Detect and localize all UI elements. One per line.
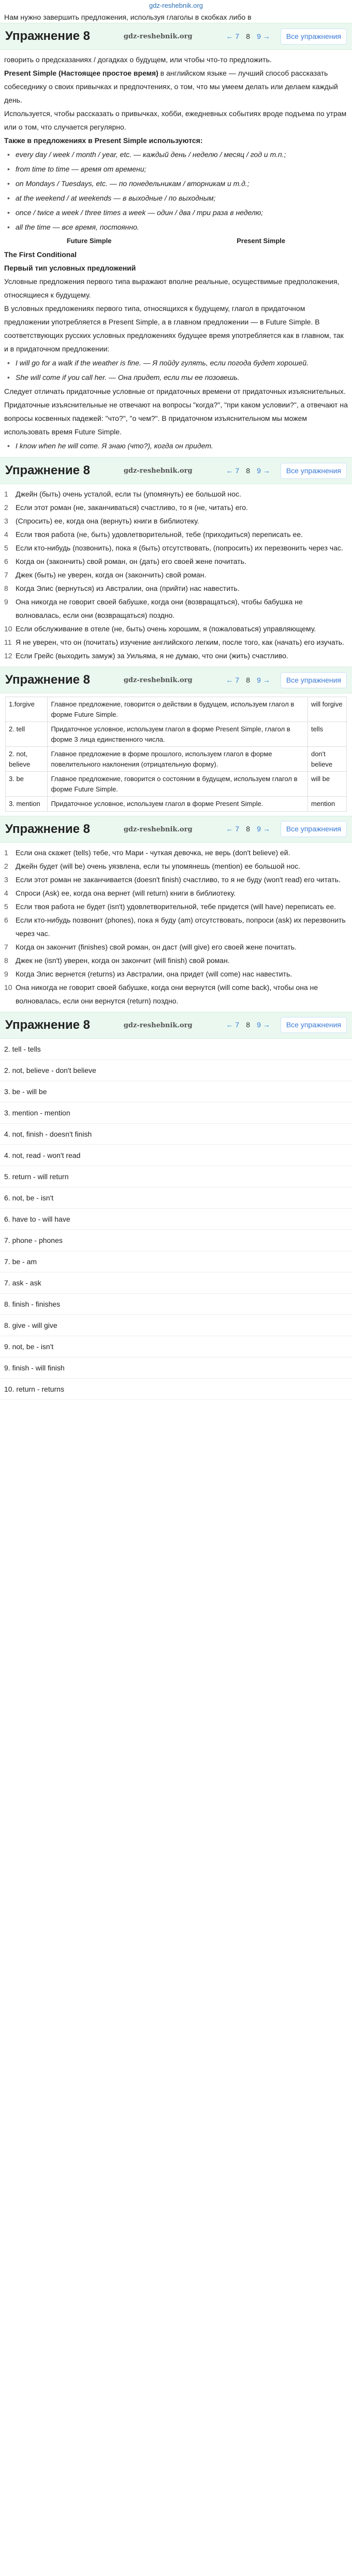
- next-button[interactable]: 9 →: [257, 1021, 270, 1029]
- list-item: • every day / week / month / year, etc. — каждый день / неделю / месяц / год и т.п.;: [4, 147, 348, 162]
- watermark: gdz-reshebnik.org: [123, 1021, 193, 1029]
- current-page: 8: [246, 825, 251, 833]
- theory-p3: Используется, чтобы рассказать о привычках, хобби, ежедневных событиях вроде подъема по утрам или о том, что случается регулярно.: [4, 109, 347, 131]
- watermark: gdz-reshebnik.org: [123, 467, 193, 475]
- exercise-title: Упражнение 8: [5, 463, 90, 477]
- exercise-nav-bar-3: [0, 667, 352, 693]
- table-row: 1.forgive Главное предложение, говорится о действии в будущем, используем глагол в форме Future Simple. will forgive: [6, 697, 347, 722]
- theory-p7: Следует отличать придаточные условные от придаточных времени от придаточных изъяснительных. Придаточные изъяснительные не отвечают на вопросы "когда?", "при каком условии?", а отвечают на вопросы косвенных падежей: "что?", "о чем?". В придаточном изъяснительном мы можем использовать время Future Simple.: [4, 387, 348, 436]
- theory-p6: В условных предложениях первого типа, относящихся к будущему, глагол в придаточном предложении употребляется в Present Simple, а в главном предложении — в Future Simple. В соответствующих русских условных предложениях будущее время употребляется как в главном, так и в придаточном предложении:: [4, 304, 344, 353]
- list-item: 1 Джейн (быть) очень усталой, если ты (упомянуть) ее большой нос.: [4, 490, 241, 498]
- list-item: 6. have to - will have: [0, 1209, 352, 1230]
- theory-p1: говорить о предсказаниях / догадках о будущем, или чтобы что-то предложить.: [4, 55, 272, 64]
- watermark: gdz-reshebnik.org: [123, 33, 193, 41]
- pager: [226, 29, 347, 45]
- analysis-table: [5, 697, 347, 812]
- list-item: 4. not, finish - doesn't finish: [0, 1124, 352, 1145]
- cond-title: The First Conditional: [4, 250, 77, 259]
- list-item: 7. be - am: [0, 1251, 352, 1272]
- list-item: • once / twice a week / three times a week — один / два / три раза в неделю;: [4, 205, 348, 220]
- watermark: gdz-reshebnik.org: [123, 676, 193, 685]
- list-item: 8 Джек не (isn't) уверен, когда он закончит (will finish) свой роман.: [4, 956, 230, 965]
- list-item: 10. return - returns: [0, 1379, 352, 1400]
- next-button[interactable]: 9 →: [257, 466, 270, 475]
- list-item: 10 Если обслуживание в отеле (не, быть) очень хорошим, я (пожаловаться) управляющему.: [4, 625, 316, 633]
- exercise-title: Упражнение 8: [5, 673, 90, 687]
- answers-list: [0, 1039, 352, 1400]
- prev-button[interactable]: ← 7: [226, 675, 240, 684]
- list-item: 10 Она никогда не говорит своей бабушке, когда они вернутся (will come back), чтобы она не волновалась, если они вернутся (return) поздно.: [4, 983, 318, 1005]
- list-item: 3 Если этот роман не заканчивается (doesn't finish) счастливо, то я не буду (won't read) его читать.: [4, 875, 341, 884]
- list-item: 11 Я не уверен, что он (почитать) изучение английского легким, после того, как (начать) его изучать.: [4, 638, 344, 646]
- list-item: 2. tell - tells: [0, 1039, 352, 1060]
- all-exercises-button[interactable]: Все упражнения: [281, 1017, 347, 1033]
- exercise-title: Упражнение 8: [5, 1017, 90, 1032]
- col-future: Future Simple: [66, 237, 112, 245]
- exercise-title: Упражнение 8: [5, 822, 90, 836]
- list-item: 3. be - will be: [0, 1081, 352, 1102]
- list-item: • She will come if you call her. — Она придет, если ты ее позовешь.: [4, 370, 348, 385]
- prev-button[interactable]: ← 7: [226, 1021, 240, 1029]
- exercise-title: Упражнение 8: [5, 29, 90, 43]
- current-page: 8: [246, 1021, 251, 1029]
- list-item: 9. not, be - isn't: [0, 1336, 352, 1357]
- current-page: 8: [246, 466, 251, 475]
- theory-p4: Также в предложениях в Present Simple используются:: [4, 136, 203, 145]
- all-exercises-button[interactable]: Все упражнения: [281, 672, 347, 688]
- time-markers-list: [0, 147, 352, 234]
- list-item: 7. ask - ask: [0, 1272, 352, 1294]
- list-item: 8. finish - finishes: [0, 1294, 352, 1315]
- theory-p2: Present Simple (Настоящее простое время) в английском языке — лучший способ рассказать собеседнику о своих привычках и предпочтениях, о том, что мы умеем делать или делаем каждый день.: [4, 69, 338, 104]
- list-item: 4. not, read - won't read: [0, 1145, 352, 1166]
- list-item: 9. finish - will finish: [0, 1357, 352, 1379]
- current-page: 8: [246, 675, 251, 684]
- list-item: • at the weekend / at weekends — в выходные / по выходным;: [4, 191, 348, 205]
- current-page: 8: [246, 32, 251, 40]
- list-item: 3 (Спросить) ее, когда она (вернуть) книги в библиотеку.: [4, 517, 199, 525]
- translated-list: [0, 843, 352, 1008]
- exercise-nav-bar: [0, 23, 352, 50]
- list-item: 12 Если Грейс (выходить замуж) за Уильяма, я не думаю, что они (жить) счастливо.: [4, 652, 288, 660]
- list-item: • all the time — все время, постоянно.: [4, 220, 348, 234]
- all-exercises-button[interactable]: Все упражнения: [281, 463, 347, 479]
- table-row: 2. not, believe Главное предложение в форме прошлого, используем глагол в форме повелительного наклонения (отрицательную форму). don't believe: [6, 747, 347, 772]
- cond-sub: Первый тип условных предложений: [4, 264, 136, 272]
- prev-button[interactable]: ← 7: [226, 825, 240, 833]
- list-item: 1 Если она скажет (tells) тебе, что Мари - чуткая девочка, не верь (don't believe) ей.: [4, 848, 290, 857]
- intro-line: Нам нужно завершить предложения, используя глаголы в скобках либо в: [4, 13, 252, 21]
- tense-columns: [0, 234, 352, 248]
- list-item: • from time to time — время от времени;: [4, 162, 348, 176]
- list-item: 8. give - will give: [0, 1315, 352, 1336]
- table-row: 2. tell Придаточное условное, используем глагол в форме Present Simple, глагол в форме 3 лица единственного числа. tells: [6, 722, 347, 747]
- all-exercises-button[interactable]: Все упражнения: [281, 29, 347, 45]
- next-button[interactable]: 9 →: [257, 825, 270, 833]
- next-button[interactable]: 9 →: [257, 675, 270, 684]
- list-item: 5 Если твоя работа не будет (isn't) удовлетворительной, тебе придется (will have) переписать ее.: [4, 902, 336, 911]
- list-item: 8 Когда Элис (вернуться) из Австралии, она (прийти) нас навестить.: [4, 584, 240, 592]
- list-item: 5. return - will return: [0, 1166, 352, 1187]
- next-button[interactable]: 9 →: [257, 32, 270, 40]
- prev-button[interactable]: ← 7: [226, 466, 240, 475]
- exercise-nav-bar-2: [0, 457, 352, 484]
- exercise-nav-bar-4: [0, 816, 352, 843]
- examples-list: [0, 356, 352, 385]
- site-domain[interactable]: gdz-reshebnik.org: [149, 2, 203, 9]
- list-item: • on Mondays / Tuesdays, etc. — по понедельникам / вторникам и т.д.;: [4, 176, 348, 191]
- list-item: 7 Когда он закончит (finishes) свой роман, он даст (will give) его своей жене почитать.: [4, 942, 297, 951]
- list-item: 9 Когда Элис вернется (returns) из Австралии, она придет (will come) нас навестить.: [4, 969, 292, 978]
- list-item: 2. not, believe - don't believe: [0, 1060, 352, 1081]
- list-item: 7 Джек (быть) не уверен, когда он (закончить) свой роман.: [4, 571, 207, 579]
- table-row: 3. be Главное предложение, говорится о состоянии в будущем, используем глагол в форме Future Simple. will be: [6, 772, 347, 797]
- exercise-nav-bar-5: [0, 1012, 352, 1039]
- list-item: 6 Когда он (закончить) свой роман, он (дать) его своей жене почитать.: [4, 557, 246, 565]
- watermark: gdz-reshebnik.org: [123, 825, 193, 833]
- list-item: 3. mention - mention: [0, 1102, 352, 1124]
- list-item: 5 Если кто-нибудь (позвонить), пока я (быть) отсутствовать, (попросить) их перезвонить через час.: [4, 544, 343, 552]
- list-item: 6. not, be - isn't: [0, 1187, 352, 1209]
- list-item: 6 Если кто-нибудь позвонит (phones), пока я буду (am) отсутствовать, попроси (ask) их перезвонить через час.: [4, 915, 346, 938]
- list-item: 4 Если твоя работа (не, быть) удовлетворительной, тебе (приходиться) переписать ее.: [4, 530, 303, 539]
- task-list: [0, 484, 352, 662]
- list-item: 9 Она никогда не говорит своей бабушке, когда они (возвращаться), чтобы бабушка не волновалась, если они (возвращаться) поздно.: [4, 598, 303, 619]
- prev-button[interactable]: ← 7: [226, 32, 240, 40]
- all-exercises-button[interactable]: Все упражнения: [281, 821, 347, 837]
- list-item: • I will go for a walk if the weather is fine. — Я пойду гулять, если погода будет хорошей.: [4, 356, 348, 370]
- col-present: Present Simple: [237, 237, 286, 245]
- table-row: 3. mention Придаточное условное, используем глагол в форме Present Simple. mention: [6, 797, 347, 812]
- list-item: 4 Спроси (Ask) ее, когда она вернет (will return) книги в библиотеку.: [4, 888, 236, 897]
- theory-p5: Условные предложения первого типа выражают вполне реальные, осуществимые предположения, относящиеся к будущему.: [4, 277, 340, 299]
- list-item: 7. phone - phones: [0, 1230, 352, 1251]
- list-item: 2 Джейн будет (will be) очень уязвлена, если ты упомянешь (mention) ее большой нос.: [4, 861, 301, 870]
- list-item: 2 Если этот роман (не, заканчиваться) счастливо, то я (не, читать) его.: [4, 503, 248, 512]
- examples-list-2: [0, 438, 352, 453]
- list-item: • I know when he will come. Я знаю (что?), когда он придет.: [4, 438, 348, 453]
